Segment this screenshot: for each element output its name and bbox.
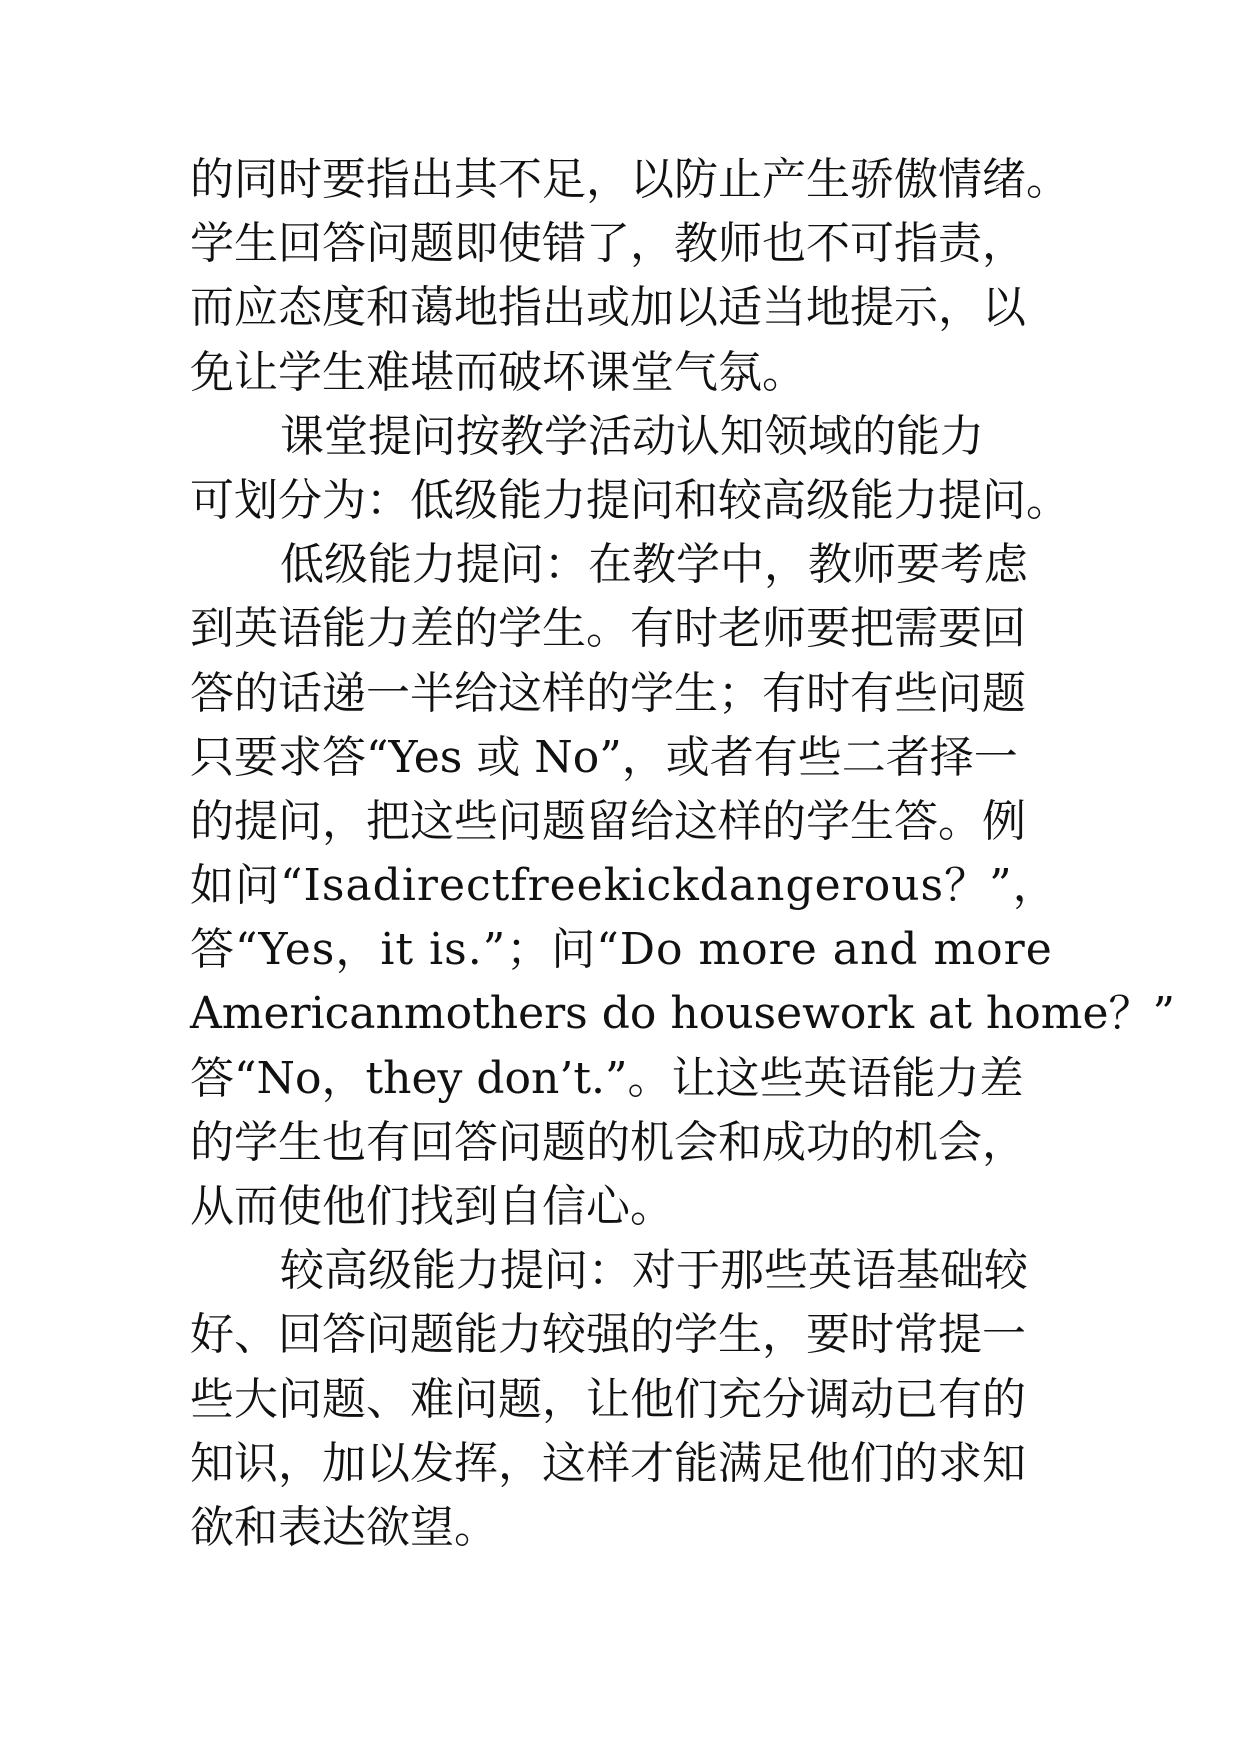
text-line: 从而使他们找到自信心。 — [190, 1181, 674, 1232]
text-line: 知识，加以发挥，这样才能满足他们的求知 — [190, 1437, 1026, 1489]
body-text — [190, 148, 1175, 1560]
text-line: 的提问，把这些问题留给这样的学生答。例 — [190, 795, 1026, 847]
text-line: Americanmothers do housework at home？” — [190, 988, 1175, 1040]
text-line: 的学生也有回答问题的机会和成功的机会， — [190, 1116, 1026, 1168]
text-line: 免让学生难堪而破坏课堂气氛。 — [190, 346, 806, 398]
text-line: 如问“Isadirectfreekickdangerous？”， — [190, 860, 1058, 912]
text-line: 而应态度和蔼地指出或加以适当地提示，以 — [190, 282, 1026, 334]
text-line: 答“Yes，it is.”；问“Do more and more — [190, 924, 1053, 976]
text-line: 答“No，they don’t.”。让这些英语能力差 — [190, 1052, 1024, 1104]
text-line: 只要求答“Yes 或 No”，或者有些二者择一 — [190, 731, 1018, 783]
text-line: 到英语能力差的学生。有时老师要把需要回 — [190, 603, 1026, 655]
paragraph-first-line: 较高级能力提问：对于那些英语基础较 — [280, 1245, 1028, 1297]
text-line: 好、回答问题能力较强的学生，要时常提一 — [190, 1309, 1026, 1361]
paragraph-first-line: 低级能力提问：在教学中，教师要考虑 — [280, 539, 1028, 591]
text-line: 可划分为：低级能力提问和较高级能力提问。 — [190, 474, 1070, 526]
text-line: 欲和表达欲望。 — [190, 1501, 498, 1553]
text-line: 答的话递一半给这样的学生；有时有些问题 — [190, 667, 1026, 719]
text-line: 学生回答问题即使错了，教师也不可指责， — [190, 218, 1026, 270]
text-line: 些大问题、难问题，让他们充分调动已有的 — [190, 1373, 1026, 1425]
paragraph-first-line: 课堂提问按教学活动认知领域的能力 — [280, 410, 984, 462]
text-line: 的同时要指出其不足，以防止产生骄傲情绪。 — [190, 154, 1070, 205]
